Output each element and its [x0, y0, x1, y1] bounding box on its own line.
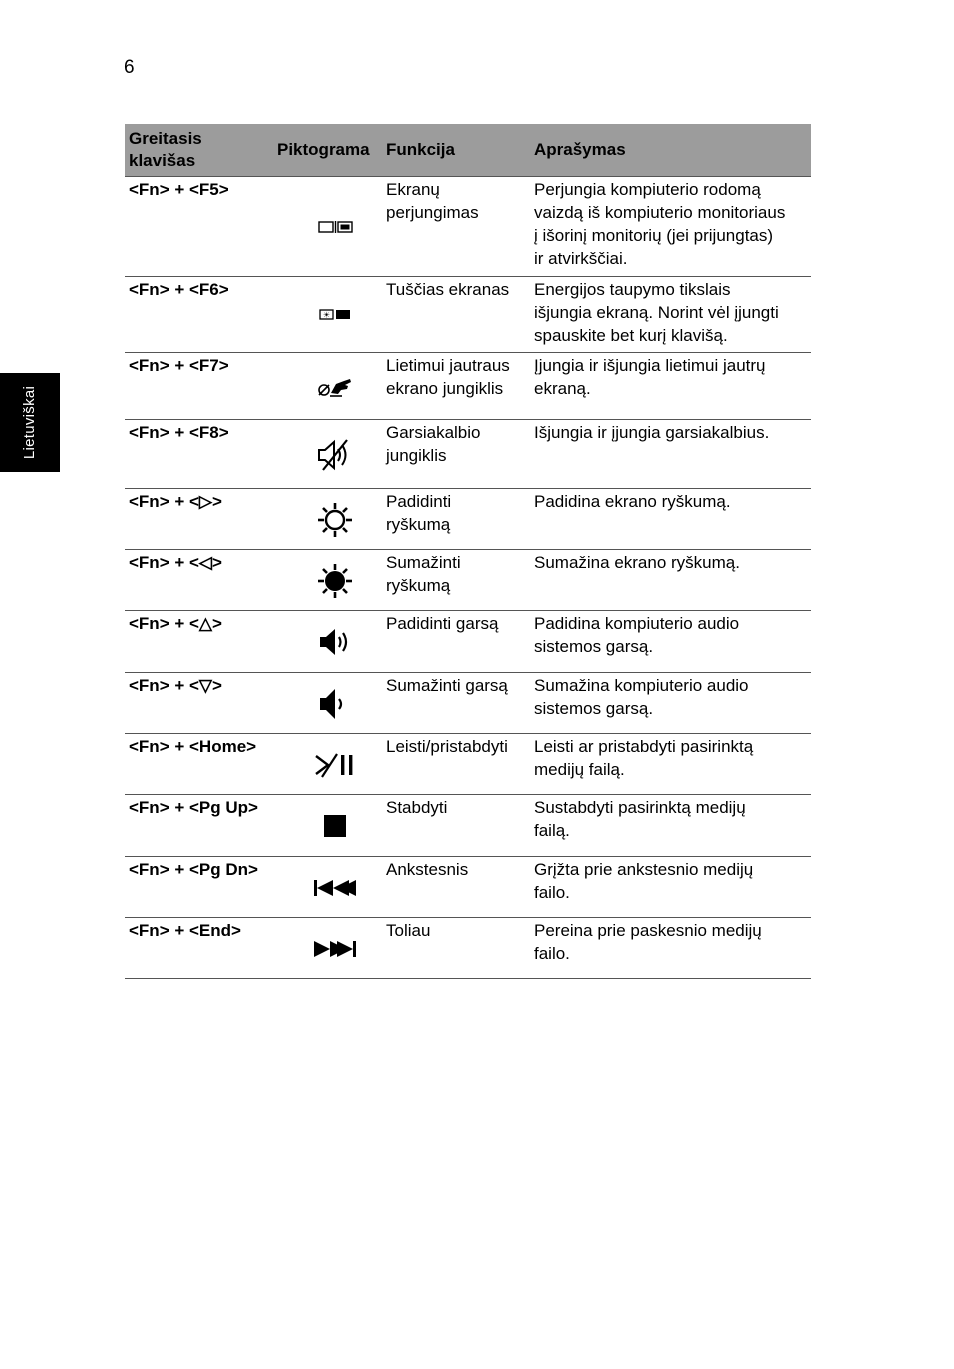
description-cell: Energijos taupymo tikslais išjungia ekraną. Norint vėl įjungti spauskite bet kurį klavišą. [534, 280, 779, 345]
touchpad-toggle-icon [269, 353, 386, 419]
table-row [125, 734, 811, 795]
play-pause-icon [269, 734, 386, 794]
hotkey-cell: <Fn> + <◁> [129, 553, 222, 572]
table-row [125, 673, 811, 734]
function-cell: Tuščias ekranas [386, 280, 510, 299]
hotkey-cell: <Fn> + <▷> [129, 492, 222, 511]
hotkey-cell: <Fn> + <F6> [129, 280, 229, 299]
hotkey-cell: <Fn> + <F7> [129, 356, 229, 375]
hotkey-cell: <Fn> + <▽> [129, 676, 222, 695]
table-row [125, 420, 811, 489]
description-cell: Grįžta prie ankstesnio medijų failo. [534, 860, 754, 902]
previous-track-icon [269, 857, 386, 917]
header-hotkey: Greitasis klavišas [129, 129, 202, 170]
hotkey-cell: <Fn> + <Pg Up> [129, 798, 258, 817]
volume-down-icon [269, 673, 386, 733]
function-cell: Sumažinti ryškumą [386, 553, 461, 595]
hotkey-cell: <Fn> + <F5> [129, 180, 229, 199]
screen-blank-icon [269, 277, 386, 352]
hotkey-cell: <Fn> + <Pg Dn> [129, 860, 258, 879]
description-cell: Sumažina ekrano ryškumą. [534, 553, 740, 572]
table-row [125, 795, 811, 857]
table-row [125, 177, 811, 277]
header-function: Funkcija [386, 140, 455, 159]
function-cell: Padidinti garsą [386, 614, 499, 633]
function-cell: Stabdyti [386, 798, 448, 817]
description-cell: Pereina prie paskesnio medijų failo. [534, 921, 762, 963]
header-icon: Piktograma [277, 140, 370, 159]
table-row [125, 857, 811, 918]
function-cell: Padidinti ryškumą [386, 492, 452, 534]
hotkey-table [125, 124, 811, 979]
function-cell: Leisti/pristabdyti [386, 737, 508, 756]
svg-text:☀: ☀ [322, 310, 330, 320]
description-cell: Leisti ar pristabdyti pasirinktą medijų failą. [534, 737, 754, 779]
table-header [125, 124, 811, 177]
hotkey-cell: <Fn> + <Home> [129, 737, 257, 756]
brightness-up-icon [269, 489, 386, 549]
description-cell: Padidina kompiuterio audio sistemos garsą. [534, 614, 740, 656]
language-side-tab-label: Lietuviškai [21, 385, 39, 460]
display-toggle-icon [269, 177, 386, 276]
hotkey-cell: <Fn> + <End> [129, 921, 241, 940]
description-cell: Išjungia ir įjungia garsiakalbius. [534, 423, 770, 442]
table-row [125, 277, 811, 353]
function-cell: Ankstesnis [386, 860, 469, 879]
hotkey-cell: <Fn> + <△> [129, 614, 222, 633]
brightness-down-icon [269, 550, 386, 610]
page-number: 6 [124, 57, 135, 78]
table-row [125, 489, 811, 550]
description-cell: Įjungia ir išjungia lietimui jautrų ekraną. [534, 356, 766, 398]
table-row [125, 611, 811, 673]
next-track-icon [269, 918, 386, 978]
header-description: Aprašymas [534, 140, 626, 159]
function-cell: Toliau [386, 921, 431, 940]
stop-icon [269, 795, 386, 856]
function-cell: Ekranų perjungimas [386, 180, 479, 222]
hotkey-cell: <Fn> + <F8> [129, 423, 229, 442]
description-cell: Sumažina kompiuterio audio sistemos garsą. [534, 676, 749, 718]
description-cell: Sustabdyti pasirinktą medijų failą. [534, 798, 746, 840]
table-row [125, 353, 811, 420]
table-row [125, 550, 811, 611]
language-side-tab [0, 373, 60, 472]
function-cell: Sumažinti garsą [386, 676, 508, 695]
function-cell: Garsiakalbio jungiklis [386, 423, 481, 465]
volume-up-icon [269, 611, 386, 672]
description-cell: Perjungia kompiuterio rodomą vaizdą iš kompiuterio monitoriaus į išorinį monitorių (jei prijungtas) ir atvirkščiai. [534, 180, 786, 268]
description-cell: Padidina ekrano ryškumą. [534, 492, 731, 511]
table-row [125, 918, 811, 979]
speaker-toggle-icon [269, 420, 386, 488]
function-cell: Lietimui jautraus ekrano jungiklis [386, 356, 510, 398]
